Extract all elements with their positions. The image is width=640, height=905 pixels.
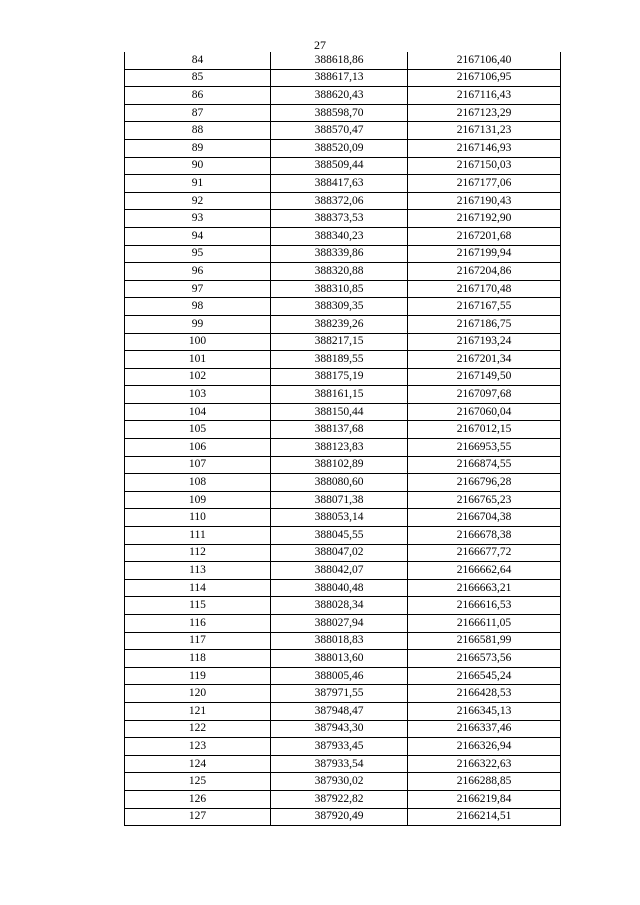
y-coordinate-cell: 2167146,93 (408, 139, 561, 157)
table-row (125, 192, 561, 210)
point-number-cell: 91 (125, 175, 271, 193)
table-row (125, 808, 561, 826)
x-coordinate-cell: 388018,83 (271, 632, 408, 650)
x-coordinate-cell: 387943,30 (271, 720, 408, 738)
x-coordinate-cell: 388071,38 (271, 491, 408, 509)
table-row (125, 439, 561, 457)
point-number-cell: 109 (125, 491, 271, 509)
table-row (125, 210, 561, 228)
y-coordinate-cell: 2167123,29 (408, 104, 561, 122)
point-number-cell: 116 (125, 615, 271, 633)
table-row (125, 456, 561, 474)
point-number-cell: 127 (125, 808, 271, 826)
point-number-cell: 101 (125, 351, 271, 369)
x-coordinate-cell: 388520,09 (271, 139, 408, 157)
point-number-cell: 117 (125, 632, 271, 650)
point-number-cell: 123 (125, 738, 271, 756)
table-row (125, 755, 561, 773)
point-number-cell: 94 (125, 227, 271, 245)
point-number-cell: 104 (125, 403, 271, 421)
point-number-cell: 85 (125, 69, 271, 87)
point-number-cell: 92 (125, 192, 271, 210)
y-coordinate-cell: 2167193,24 (408, 333, 561, 351)
point-number-cell: 121 (125, 702, 271, 720)
table-row (125, 597, 561, 615)
table-row (125, 280, 561, 298)
point-number-cell: 126 (125, 790, 271, 808)
table-row (125, 790, 561, 808)
table-row (125, 527, 561, 545)
table-row (125, 69, 561, 87)
table-row (125, 245, 561, 263)
y-coordinate-cell: 2166326,94 (408, 738, 561, 756)
y-coordinate-cell: 2166704,38 (408, 509, 561, 527)
x-coordinate-cell: 388027,94 (271, 615, 408, 633)
x-coordinate-cell: 388028,34 (271, 597, 408, 615)
x-coordinate-cell: 388310,85 (271, 280, 408, 298)
y-coordinate-cell: 2166678,38 (408, 527, 561, 545)
x-coordinate-cell: 388042,07 (271, 562, 408, 580)
point-number-cell: 110 (125, 509, 271, 527)
y-coordinate-cell: 2166953,55 (408, 439, 561, 457)
point-number-cell: 99 (125, 315, 271, 333)
point-number-cell: 107 (125, 456, 271, 474)
y-coordinate-cell: 2167116,43 (408, 87, 561, 105)
point-number-cell: 98 (125, 298, 271, 316)
y-coordinate-cell: 2167106,95 (408, 69, 561, 87)
point-number-cell: 89 (125, 139, 271, 157)
table-row (125, 333, 561, 351)
table-row (125, 87, 561, 105)
point-number-cell: 105 (125, 421, 271, 439)
y-coordinate-cell: 2167199,94 (408, 245, 561, 263)
x-coordinate-cell: 388417,63 (271, 175, 408, 193)
table-row (125, 263, 561, 281)
y-coordinate-cell: 2166765,23 (408, 491, 561, 509)
table-row (125, 720, 561, 738)
y-coordinate-cell: 2167012,15 (408, 421, 561, 439)
x-coordinate-cell: 388339,86 (271, 245, 408, 263)
table-row (125, 368, 561, 386)
x-coordinate-cell: 388013,60 (271, 650, 408, 668)
y-coordinate-cell: 2166219,84 (408, 790, 561, 808)
table-row (125, 175, 561, 193)
y-coordinate-cell: 2166337,46 (408, 720, 561, 738)
table-row (125, 104, 561, 122)
table-row (125, 351, 561, 369)
point-number-cell: 87 (125, 104, 271, 122)
y-coordinate-cell: 2166573,56 (408, 650, 561, 668)
table-row (125, 157, 561, 175)
x-coordinate-cell: 388161,15 (271, 386, 408, 404)
table-row (125, 421, 561, 439)
y-coordinate-cell: 2166796,28 (408, 474, 561, 492)
point-number-cell: 88 (125, 122, 271, 140)
point-number-cell: 118 (125, 650, 271, 668)
table-row (125, 773, 561, 791)
x-coordinate-cell: 388080,60 (271, 474, 408, 492)
table-row (125, 52, 561, 69)
point-number-cell: 86 (125, 87, 271, 105)
y-coordinate-cell: 2167149,50 (408, 368, 561, 386)
y-coordinate-cell: 2167177,06 (408, 175, 561, 193)
point-number-cell: 111 (125, 527, 271, 545)
y-coordinate-cell: 2166288,85 (408, 773, 561, 791)
table-row (125, 738, 561, 756)
y-coordinate-cell: 2166581,99 (408, 632, 561, 650)
y-coordinate-cell: 2166214,51 (408, 808, 561, 826)
x-coordinate-cell: 388618,86 (271, 52, 408, 69)
point-number-cell: 84 (125, 52, 271, 69)
y-coordinate-cell: 2167204,86 (408, 263, 561, 281)
y-coordinate-cell: 2167192,90 (408, 210, 561, 228)
y-coordinate-cell: 2166677,72 (408, 544, 561, 562)
table-row (125, 403, 561, 421)
point-number-cell: 93 (125, 210, 271, 228)
y-coordinate-cell: 2166428,53 (408, 685, 561, 703)
x-coordinate-cell: 388045,55 (271, 527, 408, 545)
y-coordinate-cell: 2166662,64 (408, 562, 561, 580)
point-number-cell: 95 (125, 245, 271, 263)
y-coordinate-cell: 2166663,21 (408, 579, 561, 597)
y-coordinate-cell: 2166616,53 (408, 597, 561, 615)
point-number-cell: 108 (125, 474, 271, 492)
table-row (125, 615, 561, 633)
x-coordinate-cell: 388617,13 (271, 69, 408, 87)
y-coordinate-cell: 2167060,04 (408, 403, 561, 421)
y-coordinate-cell: 2167201,34 (408, 351, 561, 369)
point-number-cell: 119 (125, 667, 271, 685)
x-coordinate-cell: 388102,89 (271, 456, 408, 474)
y-coordinate-cell: 2167131,23 (408, 122, 561, 140)
point-number-cell: 97 (125, 280, 271, 298)
table-row (125, 315, 561, 333)
x-coordinate-cell: 388047,02 (271, 544, 408, 562)
x-coordinate-cell: 387920,49 (271, 808, 408, 826)
table-row (125, 685, 561, 703)
point-number-cell: 100 (125, 333, 271, 351)
table-row (125, 632, 561, 650)
point-number-cell: 115 (125, 597, 271, 615)
table-row (125, 579, 561, 597)
point-number-cell: 96 (125, 263, 271, 281)
x-coordinate-cell: 388372,06 (271, 192, 408, 210)
x-coordinate-cell: 388040,48 (271, 579, 408, 597)
table-row (125, 667, 561, 685)
x-coordinate-cell: 388217,15 (271, 333, 408, 351)
x-coordinate-cell: 387971,55 (271, 685, 408, 703)
table-row (125, 298, 561, 316)
table-row (125, 386, 561, 404)
point-number-cell: 90 (125, 157, 271, 175)
x-coordinate-cell: 388620,43 (271, 87, 408, 105)
table-row (125, 491, 561, 509)
table-row (125, 544, 561, 562)
x-coordinate-cell: 388570,47 (271, 122, 408, 140)
x-coordinate-cell: 388340,23 (271, 227, 408, 245)
x-coordinate-cell: 388598,70 (271, 104, 408, 122)
y-coordinate-cell: 2166545,24 (408, 667, 561, 685)
y-coordinate-cell: 2166874,55 (408, 456, 561, 474)
point-number-cell: 125 (125, 773, 271, 791)
x-coordinate-cell: 388150,44 (271, 403, 408, 421)
point-number-cell: 112 (125, 544, 271, 562)
table-row (125, 122, 561, 140)
x-coordinate-cell: 387933,54 (271, 755, 408, 773)
x-coordinate-cell: 388123,83 (271, 439, 408, 457)
table-row (125, 474, 561, 492)
table-row (125, 139, 561, 157)
point-number-cell: 122 (125, 720, 271, 738)
x-coordinate-cell: 388309,35 (271, 298, 408, 316)
y-coordinate-cell: 2166322,63 (408, 755, 561, 773)
page-number: 27 (314, 38, 326, 52)
coordinates-table (124, 52, 561, 826)
x-coordinate-cell: 388175,19 (271, 368, 408, 386)
point-number-cell: 120 (125, 685, 271, 703)
point-number-cell: 124 (125, 755, 271, 773)
y-coordinate-cell: 2167190,43 (408, 192, 561, 210)
table-row (125, 562, 561, 580)
table-row (125, 702, 561, 720)
table-row (125, 227, 561, 245)
x-coordinate-cell: 388239,26 (271, 315, 408, 333)
y-coordinate-cell: 2167201,68 (408, 227, 561, 245)
x-coordinate-cell: 388005,46 (271, 667, 408, 685)
y-coordinate-cell: 2167186,75 (408, 315, 561, 333)
x-coordinate-cell: 387948,47 (271, 702, 408, 720)
y-coordinate-cell: 2167150,03 (408, 157, 561, 175)
x-coordinate-cell: 388053,14 (271, 509, 408, 527)
y-coordinate-cell: 2167106,40 (408, 52, 561, 69)
y-coordinate-cell: 2167097,68 (408, 386, 561, 404)
coordinates-table-body (125, 52, 561, 826)
x-coordinate-cell: 387922,82 (271, 790, 408, 808)
point-number-cell: 103 (125, 386, 271, 404)
x-coordinate-cell: 388509,44 (271, 157, 408, 175)
x-coordinate-cell: 387930,02 (271, 773, 408, 791)
point-number-cell: 113 (125, 562, 271, 580)
point-number-cell: 102 (125, 368, 271, 386)
x-coordinate-cell: 387933,45 (271, 738, 408, 756)
y-coordinate-cell: 2167170,48 (408, 280, 561, 298)
point-number-cell: 106 (125, 439, 271, 457)
table-row (125, 650, 561, 668)
y-coordinate-cell: 2166611,05 (408, 615, 561, 633)
y-coordinate-cell: 2166345,13 (408, 702, 561, 720)
x-coordinate-cell: 388189,55 (271, 351, 408, 369)
y-coordinate-cell: 2167167,55 (408, 298, 561, 316)
point-number-cell: 114 (125, 579, 271, 597)
table-row (125, 509, 561, 527)
x-coordinate-cell: 388137,68 (271, 421, 408, 439)
x-coordinate-cell: 388373,53 (271, 210, 408, 228)
x-coordinate-cell: 388320,88 (271, 263, 408, 281)
